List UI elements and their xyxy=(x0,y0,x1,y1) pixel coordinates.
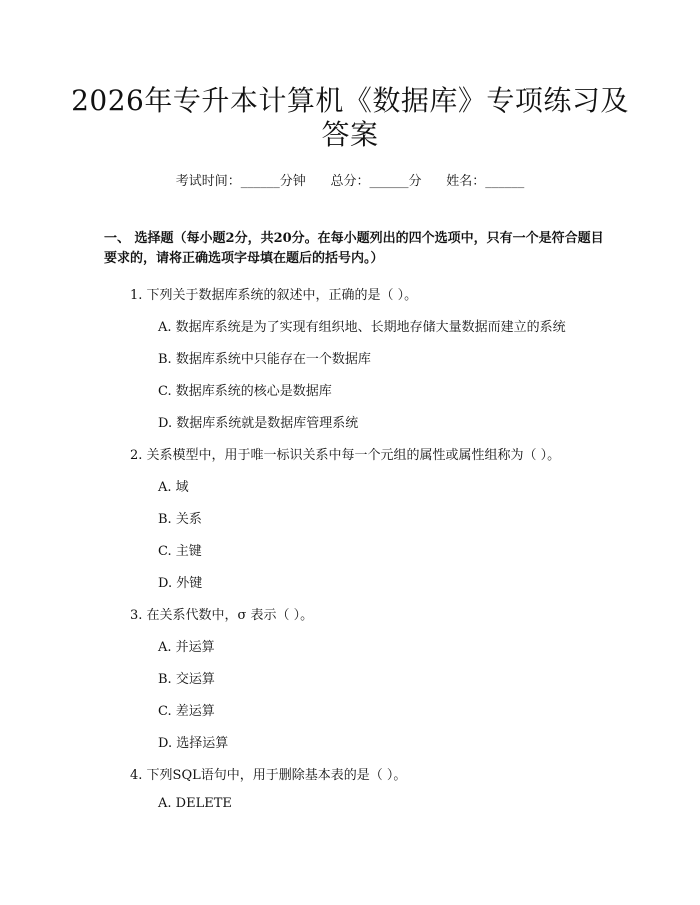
option-item: A. 域 xyxy=(158,480,189,495)
option-item: D. 数据库系统就是数据库管理系统 xyxy=(158,416,359,431)
question-stem: 2. 关系模型中，用于唯一标识关系中每一个元组的属性或属性组称为（ ）。 xyxy=(130,448,561,463)
exam-info-line: 考试时间：______分钟 总分：______分 姓名：______ xyxy=(175,174,525,189)
option-item: B. 关系 xyxy=(158,512,202,527)
question-stem: 1. 下列关于数据库系统的叙述中，正确的是（ ）。 xyxy=(130,288,418,303)
section-heading: 一、 选择题（每小题2分，共20分。在每小题列出的四个选项中，只有一个是符合题目要求的，请将正确选项字母填在题后的括号内。） xyxy=(104,231,604,266)
question-stem: 3. 在关系代数中，σ 表示（ ）。 xyxy=(130,608,314,623)
option-item: C. 主键 xyxy=(158,544,202,559)
option-item: B. 交运算 xyxy=(158,672,215,687)
option-item: D. 选择运算 xyxy=(158,736,229,751)
option-item: C. 差运算 xyxy=(158,704,215,719)
option-item: A. DELETE xyxy=(158,796,232,811)
option-item: B. 数据库系统中只能存在一个数据库 xyxy=(158,352,371,367)
option-item: D. 外键 xyxy=(158,576,203,591)
page-title: 2026年专升本计算机《数据库》专项练习及答案 xyxy=(71,84,629,151)
option-item: A. 并运算 xyxy=(158,640,215,655)
question-stem: 4. 下列SQL语句中，用于删除基本表的是（ ）。 xyxy=(130,768,407,783)
option-item: A. 数据库系统是为了实现有组织地、长期地存储大量数据而建立的系统 xyxy=(158,320,566,335)
option-item: C. 数据库系统的核心是数据库 xyxy=(158,384,332,399)
